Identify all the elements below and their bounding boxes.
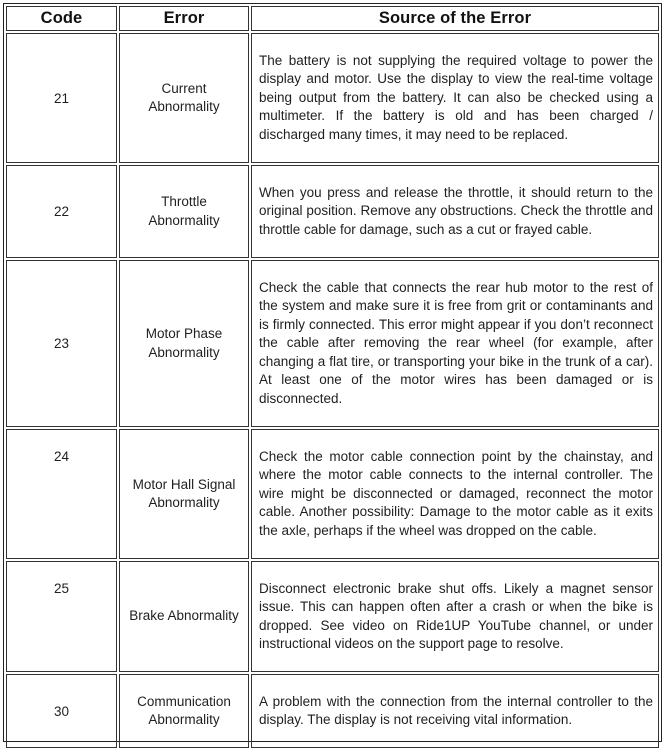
header-code: Code: [6, 6, 117, 31]
error-cell: [119, 429, 249, 559]
source-cell: Check the cable that connects the rear hub motor to the rest of the system and make sure it is free from grit or contaminants and is firmly connected. This error might appear if you don’t reconnect the cable after removing the rear wheel (for example, after changing a flat tire, or transporting your bike in the trunk of a car). At least one of the motor wires has been damaged or is disconnected.: [251, 260, 659, 427]
source-cell: The battery is not supplying the required voltage to power the display and motor. Use the display to view the real-time voltage being output from the battery. It can also be checked using a multimeter. If the battery is old and has been charged / discharged many times, it may need to be replaced.: [251, 33, 659, 163]
header-source: Source of the Error: [251, 6, 659, 31]
error-name: Motor Hall Signal Abnormality: [132, 476, 236, 510]
source-cell: Disconnect electronic brake shut offs. Likely a magnet sensor issue. This can happen often after a crash or when the bike is dropped. See video on Ride1UP YouTube channel, or under instructional videos on the support page to resolve.: [251, 561, 659, 672]
code-cell: 25: [6, 561, 117, 672]
table-header-row: [6, 6, 659, 31]
code-cell: 30: [6, 674, 117, 748]
error-cell: [119, 165, 249, 258]
error-cell: [119, 561, 249, 672]
code-cell: 21: [6, 33, 117, 163]
table-row: [6, 674, 659, 748]
error-cell: [119, 33, 249, 163]
error-cell: [119, 674, 249, 748]
error-name: Throttle Abnormality: [148, 194, 220, 228]
error-cell: [119, 260, 249, 427]
table-row: [6, 260, 659, 427]
code-cell: 23: [6, 260, 117, 427]
table-row: [6, 33, 659, 163]
header-error: Error: [119, 6, 249, 31]
error-name: Current Abnormality: [148, 80, 220, 114]
error-name: Motor Phase Abnormality: [145, 326, 223, 360]
code-cell: 22: [6, 165, 117, 258]
table-row: [6, 561, 659, 672]
error-code-table-frame: [3, 3, 662, 742]
error-code-table: [4, 4, 661, 750]
error-name: Brake Abnormality: [129, 608, 239, 624]
table-row: [6, 429, 659, 559]
code-cell: 24: [6, 429, 117, 559]
source-cell: When you press and release the throttle, it should return to the original position. Remove any obstructions. Check the throttle and throttle cable for damage, such as a cut or frayed cable.: [251, 165, 659, 258]
source-cell: A problem with the connection from the internal controller to the display. The display is not receiving vital information.: [251, 674, 659, 748]
error-name: Communication Abnormality: [137, 693, 231, 727]
table-row: [6, 165, 659, 258]
source-cell: Check the motor cable connection point by the chainstay, and where the motor cable connects to the internal controller. The wire might be disconnected or damaged, reconnect the motor cable. Another possibility: Damage to the motor cable as it exits the axle, perhaps if the wheel was dropped on the cable.: [251, 429, 659, 559]
